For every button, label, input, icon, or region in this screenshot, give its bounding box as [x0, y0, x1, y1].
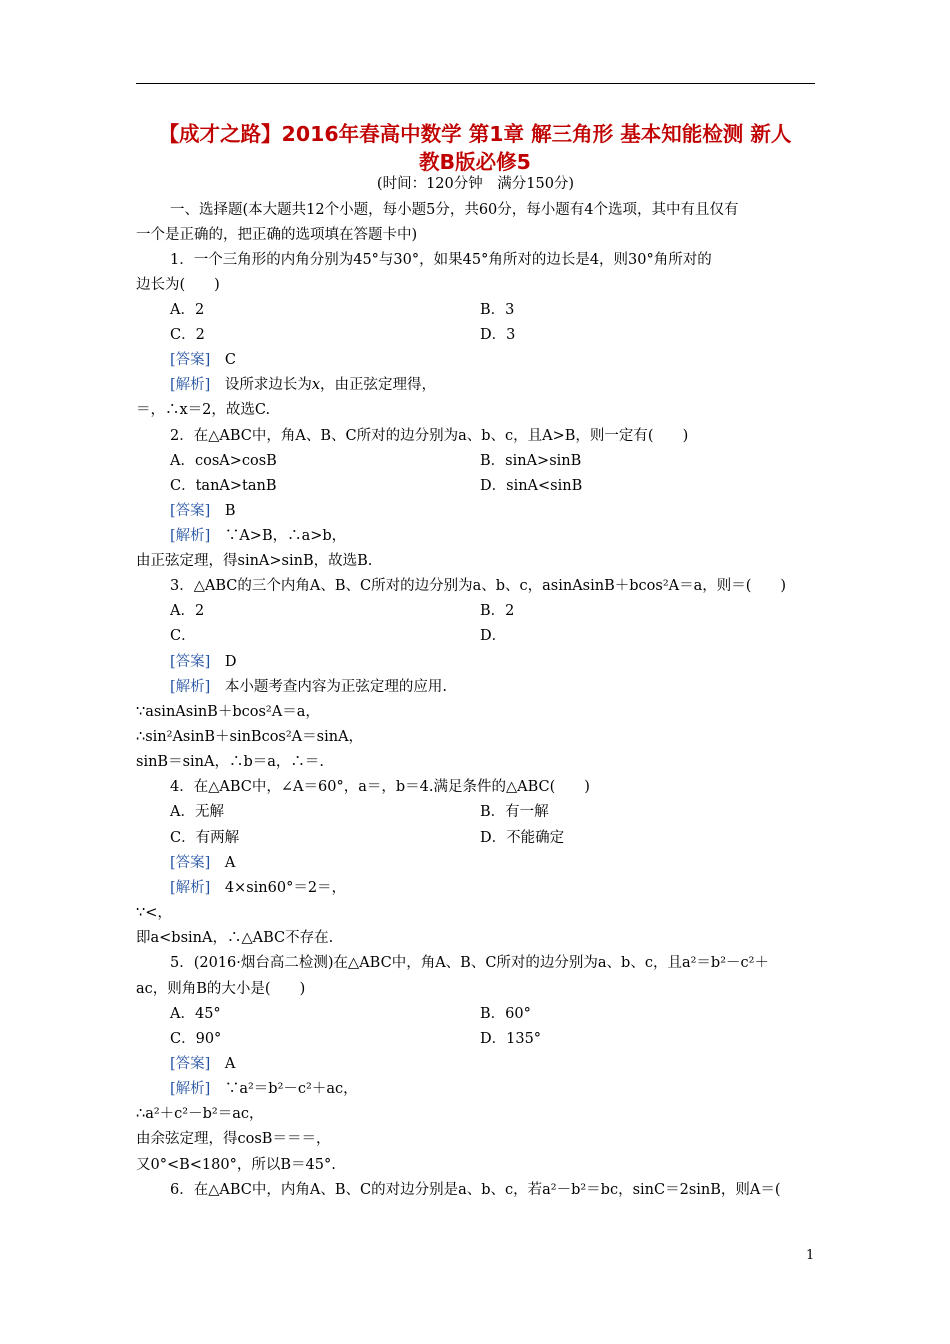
q4-option-d: D．不能确定: [480, 830, 565, 846]
q3-option-d: D．: [480, 628, 507, 644]
q1-option-d: D．3: [480, 327, 516, 343]
analysis-tag: [解析]: [170, 528, 211, 544]
q5-option-a: A．45°: [170, 1006, 221, 1022]
q1-option-c: C．2: [170, 327, 205, 343]
q4-analysis-text: 4×sin60°＝2＝，: [224, 880, 347, 896]
q3-analysis-line2: ∵asinAsinB＋bcos²A＝a，: [136, 704, 320, 720]
q2-answer-value: B: [224, 503, 236, 519]
title-line-1: 【成才之路】2016年春高中数学 第1章 解三角形 基本知能检测 新人: [158, 122, 792, 146]
q4-analysis-line2: ∵<，: [136, 905, 172, 921]
q1-analysis-text: 设所求边长为: [224, 377, 312, 393]
q2-option-a: A．cosA>cosB: [170, 453, 277, 469]
answer-tag: [答案]: [170, 1056, 211, 1072]
q1-stem-line1: 1．一个三角形的内角分别为45°与30°，如果45°角所对的边长是4，则30°角所对的: [170, 252, 712, 268]
q5-analysis-text: ∵a²＝b²－c²＋ac，: [224, 1081, 358, 1097]
q5-stem-line1: 5．(2016·烟台高二检测)在△ABC中，角A、B、C所对的边分别为a、b、c，且a²＝b²－c²＋: [170, 955, 769, 971]
q1-analysis-line1: [170, 373, 436, 394]
answer-tag: [答案]: [170, 352, 211, 368]
q3-analysis-line3: ∴sin²AsinB＋sinBcos²A＝sinA，: [136, 729, 364, 745]
q1-stem-line2: 边长为( ): [136, 277, 220, 293]
q5-option-b: B．60°: [480, 1006, 531, 1022]
q5-analysis-line2: ∴a²＋c²－b²＝ac，: [136, 1106, 264, 1122]
q1-answer-value: C: [224, 352, 236, 368]
q4-analysis-line3: 即a<bsinA，∴△ABC不存在.: [136, 930, 334, 946]
q3-option-b: B．2: [480, 603, 515, 619]
q5-analysis-line3: 由余弦定理，得cosB＝＝＝，: [136, 1131, 331, 1147]
q4-answer-value: A: [224, 855, 236, 871]
section-instructions-line1: 一、选择题(本大题共12个小题，每小题5分，共60分，每小题有4个选项，其中有且仅有: [170, 202, 739, 218]
answer-tag: [答案]: [170, 654, 211, 670]
q2-analysis-line2: 由正弦定理，得sinA>sinB，故选B.: [136, 553, 373, 569]
q1-variable-x: x: [311, 377, 321, 393]
q3-option-a: A．2: [170, 603, 205, 619]
q5-stem-line2: ac，则角B的大小是( ): [136, 981, 306, 997]
q4-analysis-line1: [170, 876, 346, 897]
q5-option-c: C．90°: [170, 1031, 222, 1047]
q1-option-b: B．3: [480, 302, 515, 318]
q4-stem: 4．在△ABC中，∠A＝60°，a＝，b＝4.满足条件的△ABC( ): [170, 779, 590, 795]
q4-option-b: B．有一解: [480, 804, 549, 820]
analysis-tag: [解析]: [170, 880, 211, 896]
q5-analysis-line4: 又0°<B<180°，所以B＝45°.: [136, 1157, 336, 1173]
q5-answer-value: A: [224, 1056, 236, 1072]
q2-analysis-line1: [170, 524, 346, 545]
q2-option-b: B．sinA>sinB: [480, 453, 582, 469]
q5-analysis-line1: [170, 1077, 358, 1098]
q2-analysis-text: ∵A>B，∴a>b，: [224, 528, 347, 544]
q3-answer-value: D: [224, 654, 237, 670]
q5-option-d: D．135°: [480, 1031, 542, 1047]
q5-answer: [170, 1052, 235, 1073]
analysis-tag: [解析]: [170, 1081, 211, 1097]
q2-answer: [170, 499, 235, 520]
q3-analysis-line4: sinB＝sinA，∴b＝a，∴＝.: [136, 754, 324, 770]
answer-tag: [答案]: [170, 855, 211, 871]
q3-option-c: C．: [170, 628, 196, 644]
q3-analysis-line1: [170, 675, 447, 696]
document-title: [130, 120, 820, 176]
header-rule: [136, 83, 815, 84]
q2-stem: 2．在△ABC中，角A、B、C所对的边分别为a、b、c，且A>B，则一定有( ): [170, 428, 689, 444]
q2-option-d: D．sinA<sinB: [480, 478, 583, 494]
q4-option-a: A．无解: [170, 804, 224, 820]
q2-option-c: C．tanA>tanB: [170, 478, 277, 494]
q1-answer: [170, 348, 236, 369]
q1-analysis-line2: ＝，∴x＝2，故选C.: [136, 402, 271, 418]
q4-option-c: C．有两解: [170, 830, 240, 846]
exam-info: (时间：120分钟 满分150分): [376, 176, 575, 192]
q1-analysis-text-end: ，由正弦定理得，: [320, 377, 437, 393]
q1-option-a: A．2: [170, 302, 205, 318]
q3-analysis-text: 本小题考查内容为正弦定理的应用.: [224, 679, 447, 695]
analysis-tag: [解析]: [170, 377, 211, 393]
q3-answer: [170, 650, 236, 671]
q3-stem: 3．△ABC的三个内角A、B、C所对的边分别为a、b、c，asinAsinB＋bcos²A＝a，则＝( ): [170, 578, 787, 594]
q4-answer: [170, 851, 235, 872]
answer-tag: [答案]: [170, 503, 211, 519]
title-line-2: 教B版必修5: [419, 150, 531, 174]
analysis-tag: [解析]: [170, 679, 211, 695]
section-instructions-line2: 一个是正确的，把正确的选项填在答题卡中): [136, 227, 418, 243]
q6-stem: 6．在△ABC中，内角A、B、C的对边分别是a、b、c，若a²－b²＝bc，sinC＝2sinB，则A＝(: [170, 1182, 781, 1198]
page-number: 1: [806, 1248, 815, 1263]
